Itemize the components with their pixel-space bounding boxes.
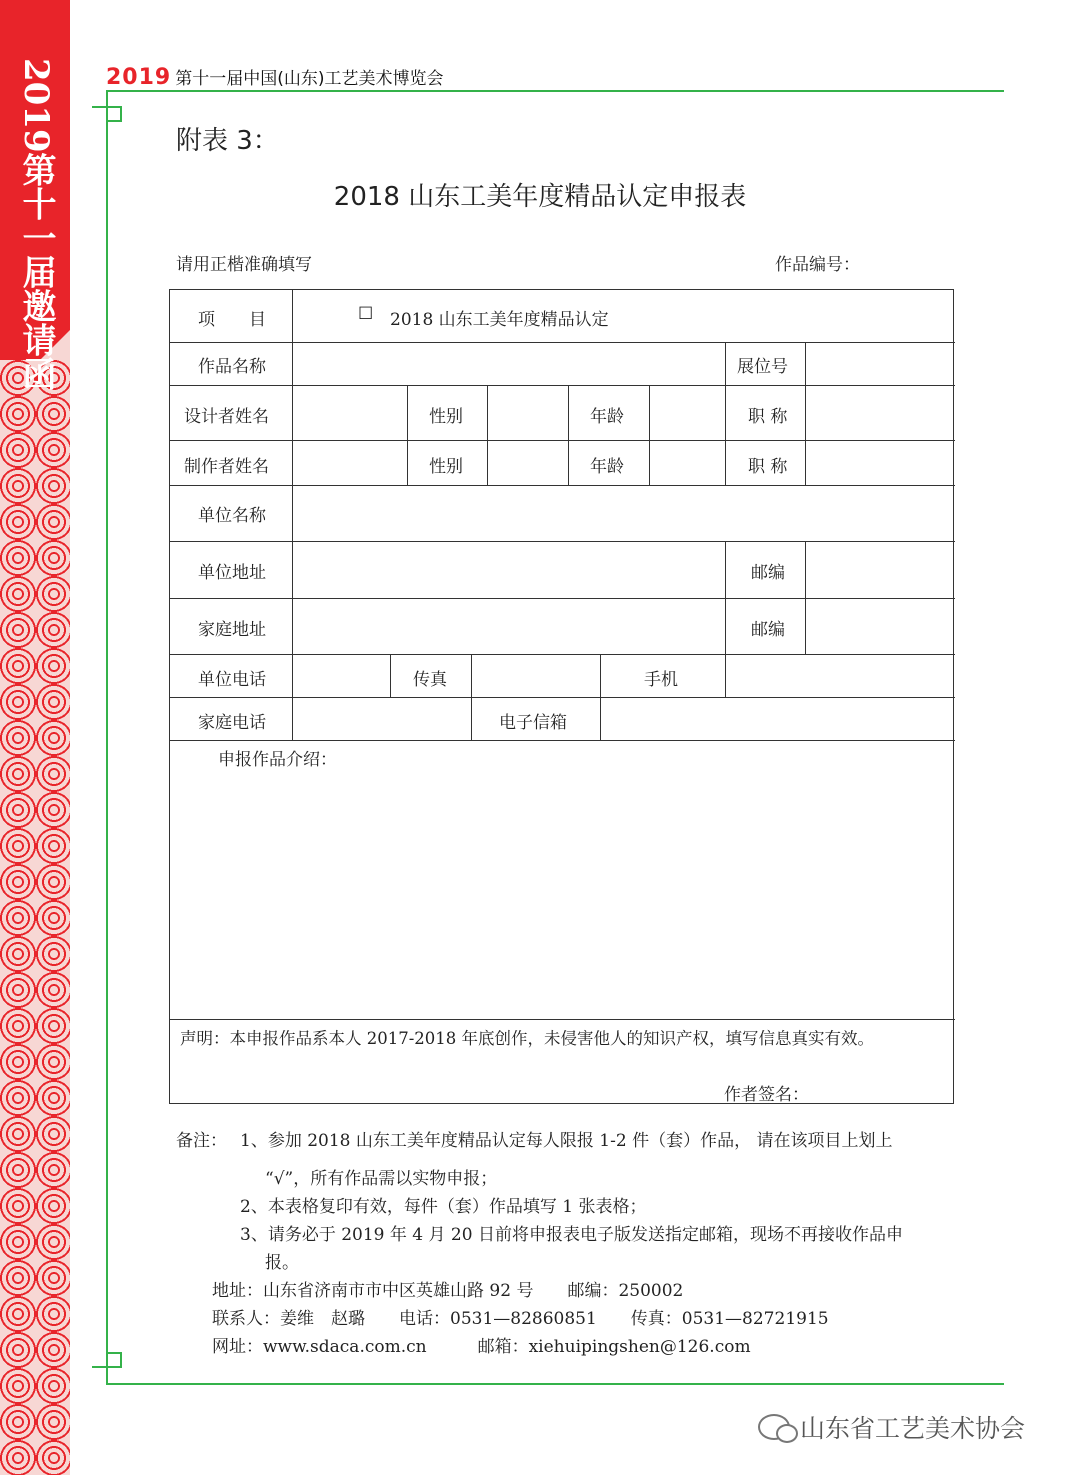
- col-line: [407, 385, 408, 485]
- row-line: [170, 440, 955, 441]
- col-line: [725, 385, 726, 485]
- fill-hint: 请用正楷准确填写: [176, 255, 312, 275]
- side-vertical-title: 2019第十一届邀请函: [16, 58, 56, 391]
- frame-tick-bottom: [92, 1366, 106, 1368]
- unit-address-label: 单位地址: [198, 563, 266, 583]
- wechat-icon: [758, 1414, 790, 1440]
- header-year: 2019: [106, 65, 172, 90]
- col-line: [600, 697, 601, 740]
- row-line: [170, 697, 955, 698]
- row-line: [170, 485, 955, 486]
- designer-title-label: 职 称: [748, 407, 788, 427]
- attachment-label: 附表 3：: [176, 126, 279, 156]
- work-intro-label: 申报作品介绍：: [218, 750, 337, 770]
- designer-gender-label: 性别: [429, 407, 463, 427]
- fax-label: 传真: [413, 670, 447, 690]
- note-line-1b: “√”，所有作品需以实物申报；: [265, 1169, 498, 1189]
- home-postcode-label: 邮编: [751, 620, 785, 640]
- col-line: [568, 385, 569, 485]
- wechat-watermark: [758, 1409, 1025, 1445]
- watermark-text: 山东省工艺美术协会: [800, 1414, 1026, 1443]
- row-line: [170, 1019, 955, 1020]
- frame-top-line: [106, 90, 1004, 92]
- col-line: [649, 385, 650, 485]
- item-value: 2018 山东工美年度精品认定: [390, 310, 609, 330]
- maker-age-label: 年龄: [590, 457, 624, 477]
- row-line: [170, 342, 955, 343]
- note-line-1: 1、参加 2018 山东工美年度精品认定每人限报 1-2 件（套）作品， 请在该项目上划上: [240, 1131, 893, 1151]
- notes-heading: 备注：: [176, 1131, 227, 1151]
- unit-phone-label: 单位电话: [198, 670, 266, 690]
- col-line: [805, 385, 806, 485]
- maker-name-label: 制作者姓名: [184, 457, 269, 477]
- unit-name-label: 单位名称: [198, 506, 266, 526]
- work-name-label: 作品名称: [198, 357, 266, 377]
- frame-bottom-line: [106, 1383, 1004, 1385]
- col-line: [805, 342, 806, 385]
- col-line: [390, 654, 391, 697]
- swirl-pattern: [0, 360, 70, 1475]
- row-line: [170, 385, 955, 386]
- row-line: [170, 654, 955, 655]
- item-label: 项 目: [198, 310, 266, 330]
- contact-address: 地址：山东省济南市市中区英雄山路 92 号 邮编：250002: [212, 1281, 684, 1301]
- col-line: [725, 342, 726, 385]
- col-line: [471, 654, 472, 697]
- declaration-text: 声明：本申报作品系本人 2017-2018 年底创作，未侵害他人的知识产权，填写信息真实有效。: [180, 1029, 875, 1048]
- contact-web[interactable]: 网址：www.sdaca.com.cn 邮箱：xiehuipingshen@126.com: [212, 1337, 751, 1357]
- signature-label: 作者签名：: [724, 1085, 809, 1105]
- header-title: 第十一届中国(山东)工艺美术博览会: [175, 69, 444, 89]
- maker-title-label: 职 称: [748, 457, 788, 477]
- work-number-label: 作品编号：: [775, 255, 860, 275]
- unit-postcode-label: 邮编: [751, 563, 785, 583]
- col-line: [805, 541, 806, 654]
- mobile-label: 手机: [644, 670, 678, 690]
- designer-age-label: 年龄: [590, 407, 624, 427]
- note-line-2: 2、本表格复印有效，每件（套）作品填写 1 张表格；: [240, 1197, 647, 1217]
- email-label: 电子信箱: [499, 713, 567, 733]
- frame-corner-bottom: [106, 1352, 122, 1368]
- col-line: [725, 654, 726, 697]
- contact-people: 联系人：姜维 赵璐 电话：0531—82860851 传真：0531—82721915: [212, 1309, 829, 1329]
- document-title: 2018 山东工美年度精品认定申报表: [333, 182, 747, 212]
- application-form: [169, 289, 954, 1104]
- col-line: [487, 385, 488, 485]
- designer-name-label: 设计者姓名: [184, 407, 269, 427]
- col-line: [600, 654, 601, 697]
- col-line: [471, 697, 472, 740]
- frame-corner-top: [106, 106, 122, 122]
- row-line: [170, 541, 955, 542]
- page-header: [106, 64, 444, 90]
- home-phone-label: 家庭电话: [198, 713, 266, 733]
- note-line-3: 3、请务必于 2019 年 4 月 20 日前将申报表电子版发送指定邮箱，现场不再接收作品申: [240, 1225, 903, 1245]
- note-line-3b: 报。: [265, 1253, 299, 1273]
- row-line: [170, 598, 955, 599]
- row-line: [170, 740, 955, 741]
- side-band: [0, 0, 70, 1475]
- item-checkbox[interactable]: ☐: [358, 304, 374, 324]
- col-line: [725, 541, 726, 654]
- home-address-label: 家庭地址: [198, 620, 266, 640]
- frame-left-line: [106, 90, 108, 1384]
- frame-tick-top: [92, 106, 106, 108]
- col-line: [292, 290, 293, 740]
- maker-gender-label: 性别: [429, 457, 463, 477]
- booth-number-label: 展位号: [737, 357, 788, 377]
